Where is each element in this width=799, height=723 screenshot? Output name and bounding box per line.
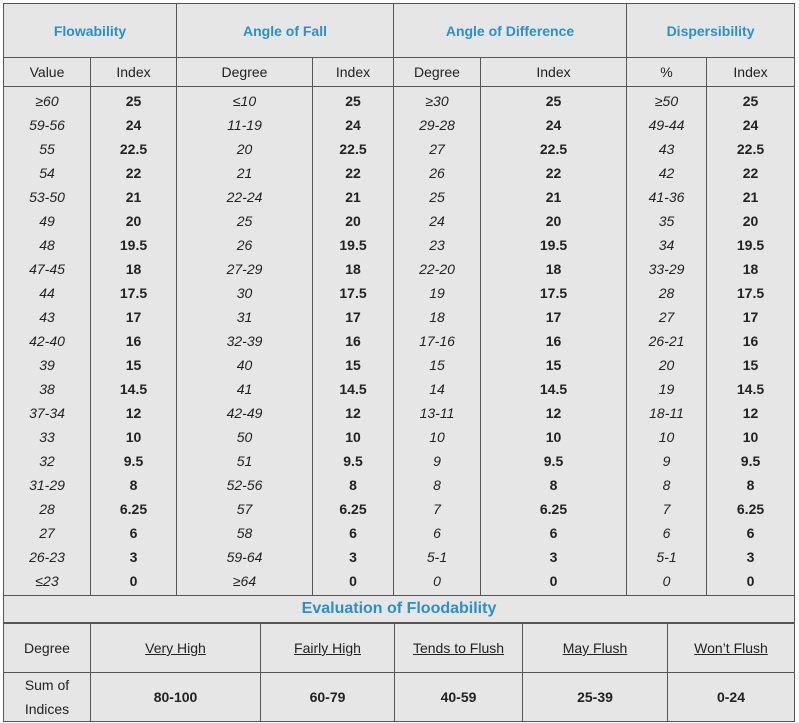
value-cell: ≥64 <box>177 569 313 596</box>
index-cell: 20 <box>313 209 394 233</box>
value-cell: ≤23 <box>4 569 91 596</box>
index-table-body <box>4 87 795 596</box>
index-cell: 22 <box>707 161 795 185</box>
index-cell: 6.25 <box>313 497 394 521</box>
index-cell: 16 <box>481 329 627 353</box>
index-cell: 19.5 <box>313 233 394 257</box>
value-cell: 0 <box>627 569 707 596</box>
index-cell: 25 <box>313 87 394 114</box>
index-cell: 18 <box>481 257 627 281</box>
index-cell: 16 <box>91 329 177 353</box>
index-cell: 17 <box>481 305 627 329</box>
index-cell: 25 <box>707 87 795 114</box>
index-cell: 18 <box>707 257 795 281</box>
index-cell: 20 <box>91 209 177 233</box>
index-cell: 0 <box>313 569 394 596</box>
degree-link[interactable]: Very High <box>145 640 206 656</box>
value-cell: 20 <box>627 353 707 377</box>
value-cell: 57 <box>177 497 313 521</box>
value-cell: 21 <box>177 161 313 185</box>
index-cell: 15 <box>481 353 627 377</box>
value-cell: 34 <box>627 233 707 257</box>
table-row <box>4 449 795 473</box>
value-cell: 15 <box>394 353 481 377</box>
index-cell: 22.5 <box>91 137 177 161</box>
table-row <box>4 545 795 569</box>
index-cell: 0 <box>91 569 177 596</box>
index-cell: 8 <box>481 473 627 497</box>
index-cell: 0 <box>707 569 795 596</box>
table-row <box>4 137 795 161</box>
value-cell: 48 <box>4 233 91 257</box>
value-cell: 44 <box>4 281 91 305</box>
value-cell: 10 <box>627 425 707 449</box>
value-cell: 22-20 <box>394 257 481 281</box>
value-cell: 29-28 <box>394 113 481 137</box>
value-cell: 41-36 <box>627 185 707 209</box>
index-cell: 3 <box>313 545 394 569</box>
value-cell: 0 <box>394 569 481 596</box>
value-cell: 7 <box>394 497 481 521</box>
index-cell: 24 <box>91 113 177 137</box>
index-cell: 18 <box>313 257 394 281</box>
table-row <box>4 305 795 329</box>
value-cell: 49 <box>4 209 91 233</box>
value-cell: 59-64 <box>177 545 313 569</box>
value-cell: 26-21 <box>627 329 707 353</box>
index-cell: 24 <box>481 113 627 137</box>
value-cell: 40 <box>177 353 313 377</box>
table-row <box>4 425 795 449</box>
value-cell: 6 <box>394 521 481 545</box>
index-cell: 8 <box>91 473 177 497</box>
index-cell: 14.5 <box>481 377 627 401</box>
sub-header-index: Index <box>313 58 394 87</box>
table-row <box>4 521 795 545</box>
table-row <box>4 113 795 137</box>
index-cell: 8 <box>313 473 394 497</box>
sub-header-row <box>4 58 795 87</box>
index-cell: 17.5 <box>313 281 394 305</box>
table-row <box>4 473 795 497</box>
sum-of-indices-label <box>4 673 91 722</box>
evaluation-degree-row <box>4 624 795 673</box>
value-cell: 9 <box>627 449 707 473</box>
index-cell: 10 <box>313 425 394 449</box>
table-row <box>4 329 795 353</box>
index-cell: 22.5 <box>481 137 627 161</box>
value-cell: 32 <box>4 449 91 473</box>
value-cell: 41 <box>177 377 313 401</box>
value-cell: 19 <box>394 281 481 305</box>
sum-label-line-1: Sum of <box>24 677 70 693</box>
index-cell: 15 <box>91 353 177 377</box>
value-cell: 59-56 <box>4 113 91 137</box>
value-cell: 42-40 <box>4 329 91 353</box>
index-cell: 19.5 <box>707 233 795 257</box>
value-cell: 17-16 <box>394 329 481 353</box>
degree-label: Degree <box>4 624 91 673</box>
value-cell: 18-11 <box>627 401 707 425</box>
index-cell: 12 <box>481 401 627 425</box>
value-cell: 26 <box>177 233 313 257</box>
floodability-document <box>3 3 795 722</box>
degree-wont-flush[interactable] <box>668 624 795 673</box>
table-row <box>4 209 795 233</box>
sum-label-line-2: Indices <box>24 701 70 717</box>
value-cell: 30 <box>177 281 313 305</box>
value-cell: 49-44 <box>627 113 707 137</box>
index-cell: 17 <box>313 305 394 329</box>
table-row <box>4 185 795 209</box>
table-row <box>4 401 795 425</box>
value-cell: 35 <box>627 209 707 233</box>
value-cell: 5-1 <box>627 545 707 569</box>
sub-header-degree: Degree <box>177 58 313 87</box>
index-cell: 3 <box>707 545 795 569</box>
evaluation-sum-row <box>4 673 795 722</box>
value-cell: 24 <box>394 209 481 233</box>
sub-header-index: Index <box>91 58 177 87</box>
index-cell: 9.5 <box>313 449 394 473</box>
index-cell: 12 <box>707 401 795 425</box>
index-cell: 17 <box>707 305 795 329</box>
table-row <box>4 257 795 281</box>
sub-header-percent: % <box>627 58 707 87</box>
index-cell: 22 <box>313 161 394 185</box>
index-cell: 8 <box>707 473 795 497</box>
index-cell: 19.5 <box>481 233 627 257</box>
index-cell: 6.25 <box>481 497 627 521</box>
value-cell: 42-49 <box>177 401 313 425</box>
value-cell: 51 <box>177 449 313 473</box>
value-cell: 25 <box>177 209 313 233</box>
value-cell: ≥30 <box>394 87 481 114</box>
index-cell: 6 <box>313 521 394 545</box>
value-cell: 58 <box>177 521 313 545</box>
value-cell: 27-29 <box>177 257 313 281</box>
value-cell: 55 <box>4 137 91 161</box>
sub-header-degree: Degree <box>394 58 481 87</box>
value-cell: 33 <box>4 425 91 449</box>
table-row <box>4 377 795 401</box>
value-cell: 52-56 <box>177 473 313 497</box>
sub-header-value: Value <box>4 58 91 87</box>
index-cell: 10 <box>91 425 177 449</box>
degree-link[interactable]: Won’t Flush <box>694 640 768 656</box>
value-cell: 22-24 <box>177 185 313 209</box>
range-cell: 0-24 <box>668 673 795 722</box>
group-header-row <box>4 4 795 58</box>
index-cell: 6 <box>481 521 627 545</box>
sub-header-index: Index <box>481 58 627 87</box>
value-cell: 42 <box>627 161 707 185</box>
value-cell: 19 <box>627 377 707 401</box>
value-cell: 32-39 <box>177 329 313 353</box>
value-cell: 14 <box>394 377 481 401</box>
index-cell: 6 <box>707 521 795 545</box>
index-cell: 12 <box>313 401 394 425</box>
evaluation-title: Evaluation of Floodability <box>4 596 795 623</box>
evaluation-table <box>3 623 795 722</box>
index-cell: 14.5 <box>313 377 394 401</box>
value-cell: 37-34 <box>4 401 91 425</box>
value-cell: 13-11 <box>394 401 481 425</box>
value-cell: 27 <box>4 521 91 545</box>
index-cell: 9.5 <box>707 449 795 473</box>
index-cell: 9.5 <box>481 449 627 473</box>
table-row <box>4 497 795 521</box>
value-cell: 11-19 <box>177 113 313 137</box>
index-cell: 19.5 <box>91 233 177 257</box>
range-cell: 40-59 <box>395 673 523 722</box>
index-cell: 22.5 <box>707 137 795 161</box>
index-cell: 21 <box>481 185 627 209</box>
degree-may-flush[interactable] <box>523 624 668 673</box>
value-cell: 54 <box>4 161 91 185</box>
value-cell: 10 <box>394 425 481 449</box>
index-cell: 10 <box>707 425 795 449</box>
value-cell: ≤10 <box>177 87 313 114</box>
value-cell: 53-50 <box>4 185 91 209</box>
index-cell: 24 <box>313 113 394 137</box>
index-cell: 22.5 <box>313 137 394 161</box>
value-cell: 26 <box>394 161 481 185</box>
value-cell: 28 <box>627 281 707 305</box>
index-cell: 22 <box>91 161 177 185</box>
index-cell: 3 <box>481 545 627 569</box>
range-cell: 25-39 <box>523 673 668 722</box>
value-cell: ≥60 <box>4 87 91 114</box>
value-cell: 9 <box>394 449 481 473</box>
index-cell: 10 <box>481 425 627 449</box>
table-row <box>4 233 795 257</box>
value-cell: 8 <box>394 473 481 497</box>
degree-link[interactable]: Fairly High <box>294 640 361 656</box>
index-cell: 22 <box>481 161 627 185</box>
value-cell: 38 <box>4 377 91 401</box>
index-cell: 14.5 <box>707 377 795 401</box>
value-cell: ≥50 <box>627 87 707 114</box>
value-cell: 33-29 <box>627 257 707 281</box>
value-cell: 26-23 <box>4 545 91 569</box>
value-cell: 8 <box>627 473 707 497</box>
index-cell: 12 <box>91 401 177 425</box>
evaluation-title-row <box>4 596 795 623</box>
value-cell: 50 <box>177 425 313 449</box>
index-cell: 15 <box>707 353 795 377</box>
index-cell: 6.25 <box>91 497 177 521</box>
index-cell: 18 <box>91 257 177 281</box>
index-cell: 3 <box>91 545 177 569</box>
index-cell: 25 <box>91 87 177 114</box>
value-cell: 25 <box>394 185 481 209</box>
table-row <box>4 281 795 305</box>
index-cell: 17.5 <box>707 281 795 305</box>
index-cell: 21 <box>313 185 394 209</box>
header-flowability: Flowability <box>4 4 177 58</box>
index-cell: 21 <box>707 185 795 209</box>
value-cell: 43 <box>627 137 707 161</box>
header-dispersibility: Dispersibility <box>627 4 795 58</box>
value-cell: 20 <box>177 137 313 161</box>
index-cell: 17.5 <box>91 281 177 305</box>
value-cell: 7 <box>627 497 707 521</box>
degree-very-high[interactable] <box>91 624 261 673</box>
value-cell: 6 <box>627 521 707 545</box>
index-cell: 16 <box>707 329 795 353</box>
value-cell: 28 <box>4 497 91 521</box>
sub-header-index: Index <box>707 58 795 87</box>
value-cell: 31-29 <box>4 473 91 497</box>
value-cell: 31 <box>177 305 313 329</box>
index-cell: 17 <box>91 305 177 329</box>
index-table <box>3 3 795 623</box>
value-cell: 27 <box>627 305 707 329</box>
range-cell: 80-100 <box>91 673 261 722</box>
index-cell: 6 <box>91 521 177 545</box>
value-cell: 47-45 <box>4 257 91 281</box>
index-cell: 9.5 <box>91 449 177 473</box>
header-angle-of-fall: Angle of Fall <box>177 4 394 58</box>
value-cell: 39 <box>4 353 91 377</box>
index-cell: 0 <box>481 569 627 596</box>
index-cell: 21 <box>91 185 177 209</box>
degree-fairly-high[interactable] <box>261 624 395 673</box>
value-cell: 5-1 <box>394 545 481 569</box>
value-cell: 18 <box>394 305 481 329</box>
degree-link[interactable]: May Flush <box>562 640 628 656</box>
index-cell: 24 <box>707 113 795 137</box>
index-cell: 25 <box>481 87 627 114</box>
table-row <box>4 569 795 596</box>
degree-link[interactable]: Tends to Flush <box>412 640 505 656</box>
value-cell: 23 <box>394 233 481 257</box>
value-cell: 27 <box>394 137 481 161</box>
range-cell: 60-79 <box>261 673 395 722</box>
table-row <box>4 353 795 377</box>
table-row <box>4 87 795 114</box>
degree-tends-to-flush[interactable] <box>395 624 523 673</box>
index-cell: 20 <box>707 209 795 233</box>
index-cell: 20 <box>481 209 627 233</box>
index-cell: 6.25 <box>707 497 795 521</box>
value-cell: 43 <box>4 305 91 329</box>
header-angle-of-difference: Angle of Difference <box>394 4 627 58</box>
index-cell: 17.5 <box>481 281 627 305</box>
index-cell: 15 <box>313 353 394 377</box>
table-row <box>4 161 795 185</box>
index-cell: 14.5 <box>91 377 177 401</box>
index-cell: 16 <box>313 329 394 353</box>
